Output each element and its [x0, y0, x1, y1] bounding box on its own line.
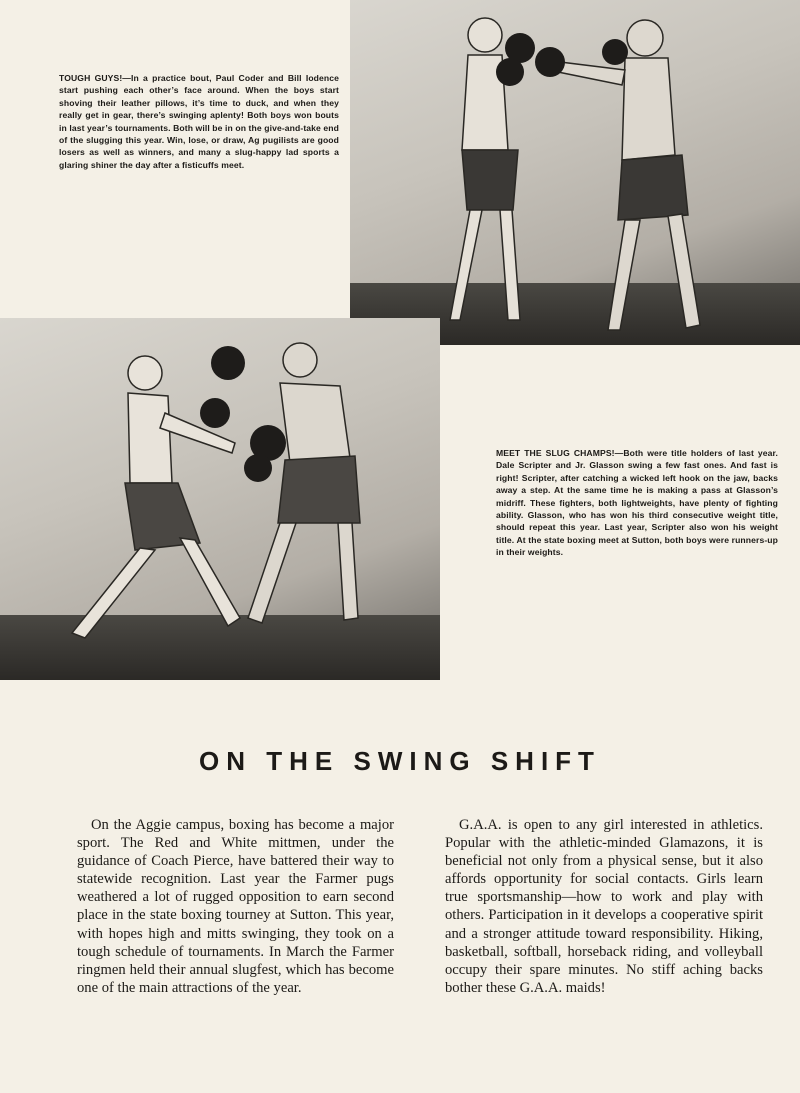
boxers-illustration-top: [350, 0, 800, 345]
photo-caption-bottom: MEET THE SLUG CHAMPS!—Both were title holders of last year. Dale Scripter and Jr. Glasson swing a few fast ones. And fast is right! Scripter, after catching a wicked left hook on the jaw, backs away a step. At the same time he is making a pass at Glasson’s midriff. These fighters, both lightweights, have plenty of fighting ability. Glasson, who has won his third consecutive weight title, should repeat this year. Last year, Scripter also won his weight title. At the state boxing meet at Sutton, both boys were runners-up in their weights.: [496, 448, 778, 558]
boxing-photo-top: [350, 0, 800, 345]
gaa-paragraph: G.A.A. is open to any girl interested in athletics. Popular with the athletic-minded Glamazons, it is beneficial not only from a physical sense, but it also affords opportunity for social contacts. Girls learn true sportsmanship—how to work and play with others. Participation in it develops a cooperative spirit and a stronger attitude toward responsibility. Hiking, basketball, softball, horseback riding, and volleyball occupy their spare minutes. No stiff aching backs bother these G.A.A. maids!: [445, 817, 763, 996]
body-column-right: [445, 816, 763, 997]
boxers-illustration-bottom: [0, 318, 440, 680]
photo-caption-top: TOUGH GUYS!—In a practice bout, Paul Coder and Bill Iodence start pushing each other’s face around. When the boys start shoving their leather pillows, it’s time to duck, and when they really get in gear, there’s swinging aplenty! Both boys won bouts in last year’s tournaments. Both will be in on the give-and-take end of the slugging this year. Win, lose, or draw, Ag pugilists are good losers as well as winners, and many a slug-happy lad sports a glaring shiner the day after a fisticuffs meet.: [59, 73, 339, 170]
boxing-paragraph: On the Aggie campus, boxing has become a major sport. The Red and White mittmen, under the guidance of Coach Pierce, have battered their way to statewide recognition. Last year the Farmer pugs weathered a lot of rugged opposition to earn second place in the state boxing tourney at Sutton. This year, with hopes high and mitts swinging, they took on a tough schedule of tournaments. In March the Farmer ringmen held their annual slugfest, which has become one of the main attractions of the year.: [77, 817, 394, 996]
body-column-left: [77, 816, 394, 997]
boxing-photo-bottom: [0, 318, 440, 680]
page-title: ON THE SWING SHIFT: [199, 746, 601, 776]
